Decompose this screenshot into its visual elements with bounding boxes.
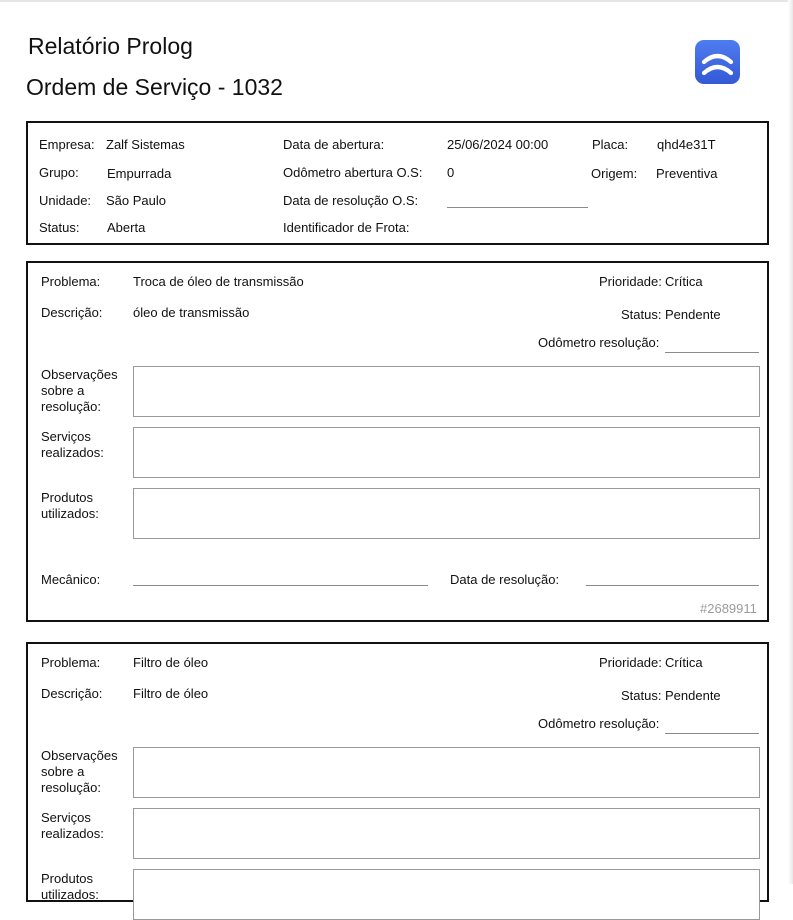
item-status-value: Pendente bbox=[665, 688, 721, 703]
odometro-abertura-label: Odômetro abertura O.S: bbox=[283, 165, 423, 180]
service-item-card bbox=[26, 642, 769, 902]
produtos-field[interactable] bbox=[133, 488, 760, 539]
mecanico-label: Mecânico: bbox=[41, 572, 101, 587]
order-info-panel bbox=[26, 121, 769, 245]
problema-value: Filtro de óleo bbox=[133, 655, 209, 670]
order-title: Ordem de Serviço - 1032 bbox=[26, 74, 283, 100]
item-status-label: Status: bbox=[621, 688, 662, 703]
problema-label: Problema: bbox=[41, 274, 101, 289]
problema-value: Troca de óleo de transmissão bbox=[133, 274, 304, 289]
status-label: Status: bbox=[39, 220, 80, 235]
prolog-logo-icon bbox=[695, 40, 740, 84]
descricao-value: óleo de transmissão bbox=[133, 305, 250, 320]
prioridade-value: Crítica bbox=[665, 274, 703, 289]
observacoes-field[interactable] bbox=[133, 747, 760, 798]
data-resolucao-os-label: Data de resolução O.S: bbox=[283, 193, 419, 208]
item-id: #2689911 bbox=[700, 601, 757, 616]
data-resolucao-label: Data de resolução: bbox=[450, 572, 560, 587]
prioridade-label: Prioridade: bbox=[599, 274, 662, 289]
data-resolucao-line bbox=[586, 585, 759, 586]
produtos-label: Produtos utilizados: bbox=[41, 490, 99, 521]
prioridade-label: Prioridade: bbox=[599, 655, 662, 670]
report-title: Relatório Prolog bbox=[28, 33, 193, 59]
status-value: Aberta bbox=[107, 220, 146, 235]
unidade-label: Unidade: bbox=[39, 193, 92, 208]
servicos-label: Serviços realizados: bbox=[41, 429, 104, 460]
abertura-value: 25/06/2024 00:00 bbox=[447, 137, 549, 152]
data-resolucao-os-line bbox=[447, 207, 588, 208]
descricao-value: Filtro de óleo bbox=[133, 686, 209, 701]
prioridade-value: Crítica bbox=[665, 655, 703, 670]
produtos-field[interactable] bbox=[133, 869, 760, 920]
odometro-resolucao-label: Odômetro resolução: bbox=[538, 335, 660, 350]
placa-value: qhd4e31T bbox=[657, 137, 716, 152]
abertura-label: Data de abertura: bbox=[283, 137, 385, 152]
empresa-value: Zalf Sistemas bbox=[106, 137, 185, 152]
identificador-frota-label: Identificador de Frota: bbox=[283, 220, 410, 235]
observacoes-label: Observações sobre a resolução: bbox=[41, 748, 118, 795]
servicos-field[interactable] bbox=[133, 808, 760, 859]
mecanico-line bbox=[133, 585, 428, 586]
odometro-resolucao-label: Odômetro resolução: bbox=[538, 716, 660, 731]
page-top-border bbox=[0, 0, 793, 2]
origem-value: Preventiva bbox=[656, 166, 718, 181]
origem-label: Origem: bbox=[591, 166, 638, 181]
observacoes-label: Observações sobre a resolução: bbox=[41, 367, 118, 414]
placa-label: Placa: bbox=[592, 137, 629, 152]
grupo-value: Empurrada bbox=[107, 166, 172, 181]
problema-label: Problema: bbox=[41, 655, 101, 670]
item-status-label: Status: bbox=[621, 307, 662, 322]
empresa-label: Empresa: bbox=[39, 137, 95, 152]
descricao-label: Descrição: bbox=[41, 686, 103, 701]
odometro-resolucao-line bbox=[665, 352, 759, 353]
produtos-label: Produtos utilizados: bbox=[41, 871, 99, 902]
descricao-label: Descrição: bbox=[41, 305, 103, 320]
odometro-resolucao-line bbox=[665, 733, 759, 734]
unidade-value: São Paulo bbox=[106, 193, 166, 208]
observacoes-field[interactable] bbox=[133, 366, 760, 417]
item-status-value: Pendente bbox=[665, 307, 721, 322]
servicos-label: Serviços realizados: bbox=[41, 810, 104, 841]
servicos-field[interactable] bbox=[133, 427, 760, 478]
service-item-card bbox=[26, 261, 769, 622]
page-right-shadow bbox=[788, 0, 793, 884]
grupo-label: Grupo: bbox=[39, 165, 79, 180]
odometro-abertura-value: 0 bbox=[447, 165, 455, 180]
